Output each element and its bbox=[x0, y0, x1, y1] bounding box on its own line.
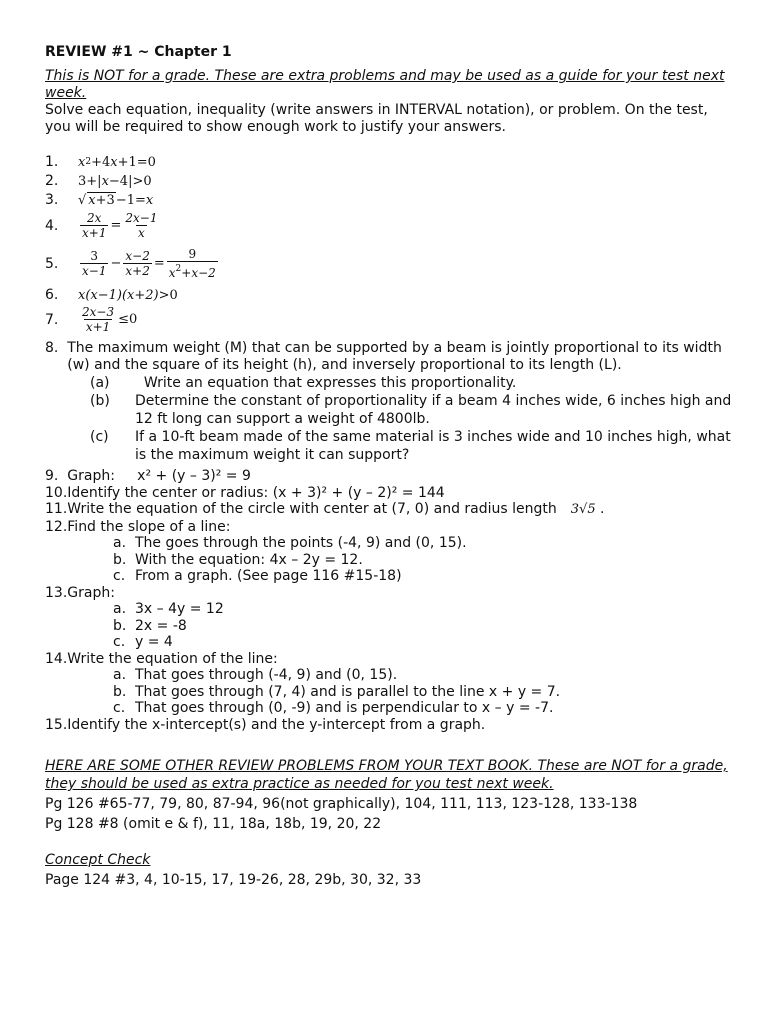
fraction: $\frac{9}{x^2+x-2}$ bbox=[168, 247, 216, 280]
extra-note: HERE ARE SOME OTHER REVIEW PROBLEMS FROM YOUR TEXT BOOK. These are NOT for a grade, they should be used as extra practice as needed for you test next week. bbox=[45, 758, 728, 792]
list-item: a. 3x – 4y = 12 bbox=[113, 601, 224, 617]
problems-9-15 bbox=[45, 468, 735, 733]
problem-2 bbox=[45, 173, 152, 189]
list-item: b. With the equation: 4x – 2y = 12. bbox=[113, 551, 363, 568]
problem-number: 1. bbox=[45, 154, 59, 170]
page-title: REVIEW #1 ~ Chapter 1 bbox=[45, 44, 232, 60]
equation: x 2 +4 x +1=0 bbox=[78, 154, 156, 170]
inequality: 3+ | x −4 | >0 bbox=[78, 173, 152, 189]
inequality: x (x−1) (x+2) >0 bbox=[78, 287, 178, 303]
problem-8 bbox=[45, 340, 735, 464]
problem-number: 7. bbox=[45, 311, 59, 328]
pg128-assignment: Pg 128 #8 (omit e & f), 11, 18a, 18b, 19, 20, 22 bbox=[45, 816, 382, 832]
intro-note: This is NOT for a grade. These are extra problems and may be used as a guide for your test next week. bbox=[45, 68, 725, 101]
concept-check-heading: Concept Check bbox=[45, 852, 151, 868]
worksheet bbox=[45, 44, 735, 136]
problem-number: 2. bbox=[45, 173, 59, 189]
problem-4 bbox=[45, 211, 161, 240]
list-item: b. That goes through (7, 4) and is parallel to the line x + y = 7. bbox=[113, 683, 561, 700]
fraction: $\frac{2x}{x+1}$ bbox=[82, 211, 107, 240]
pg126-assignment: Pg 126 #65-77, 79, 80, 87-94, 96(not graphically), 104, 111, 113, 123-128, 133-138 bbox=[45, 796, 638, 812]
fraction: $\frac{2x-1}{x}$ bbox=[125, 211, 158, 240]
fraction: $\frac{x-2}{x+2}$ bbox=[125, 249, 150, 278]
problem-11: 11.Write the equation of the circle with center at (7, 0) and radius length 3√5 . bbox=[45, 501, 605, 517]
concept-check bbox=[45, 852, 735, 889]
problem-8-text: (w) and the square of its height (h), and inversely proportional to its length (L). bbox=[45, 357, 622, 373]
problem-15: 15.Identify the x-intercept(s) and the y-intercept from a graph. bbox=[45, 716, 486, 733]
radius-value: 3√5 bbox=[570, 502, 596, 517]
problem-13: 13.Graph: a. 3x – 4y = 12 b. 2x = -8 c. y = 4 bbox=[45, 585, 735, 651]
fraction: $\frac{3}{x-1}$ bbox=[82, 249, 107, 278]
list-item: c. That goes through (0, -9) and is perpendicular to x – y = -7. bbox=[113, 700, 554, 716]
inequality: $\frac{2x-3}{x+1}$ ≤0 bbox=[82, 305, 138, 334]
problem-3 bbox=[45, 192, 153, 208]
problem-8c: (c) If a 10-ft beam made of the same material is 3 inches wide and 10 inches high, what is the maximum weight it can support? bbox=[90, 429, 731, 463]
equation: $\frac{3}{x-1}$ − $\frac{x-2}{x+2}$ = $\frac{9}{x^2+x-2}$ bbox=[82, 247, 216, 280]
problem-12: 12.Find the slope of a line: a. The goes through the points (-4, 9) and (0, 15). b. With the equation: 4x – 2y = 12. c. From a graph. (See page 116 #15-18) bbox=[45, 519, 735, 585]
list-item: c. From a graph. (See page 116 #15-18) bbox=[113, 568, 402, 584]
list-item: b. 2x = -8 bbox=[113, 617, 187, 634]
problem-1 bbox=[45, 154, 156, 170]
equation: $\frac{2x}{x+1}$ = $\frac{2x-1}{x}$ bbox=[82, 211, 158, 240]
problem-6 bbox=[45, 287, 178, 303]
problem-9: 9. Graph: x² + (y – 3)² = 9 bbox=[45, 468, 251, 484]
problem-number: 5. bbox=[45, 255, 59, 272]
problem-8b: (b) Determine the constant of proportionality if a beam 4 inches wide, 6 inches high and 12 ft long can support a weight of 4800lb. bbox=[90, 393, 732, 427]
problem-number: 4. bbox=[45, 217, 59, 234]
equation: √ x+3 −1= x bbox=[78, 192, 154, 208]
problem-7 bbox=[45, 305, 137, 334]
instructions: Solve each equation, inequality (write answers in INTERVAL notation), or problem. On the test, you will be required to show enough work to justify your answers. bbox=[45, 102, 708, 135]
list-item: a. The goes through the points (-4, 9) and (0, 15). bbox=[113, 535, 467, 551]
problem-8a: (a) Write an equation that expresses this proportionality. bbox=[90, 375, 517, 391]
problem-5 bbox=[45, 247, 220, 280]
extra-practice bbox=[45, 757, 735, 834]
problem-14: 14.Write the equation of the line: a. That goes through (-4, 9) and (0, 15). b. That goes through (7, 4) and is parallel to the line x + y = 7. c. That goes through (0, -9) and is perpendicular to x – y = -7. bbox=[45, 651, 735, 717]
problem-10: 10.Identify the center or radius: (x + 3)² + (y – 2)² = 144 bbox=[45, 484, 445, 501]
concept-check-assignment: Page 124 #3, 4, 10-15, 17, 19-26, 28, 29b, 30, 32, 33 bbox=[45, 872, 422, 888]
problem-number: 6. bbox=[45, 287, 59, 303]
fraction: $\frac{2x-3}{x+1}$ bbox=[82, 305, 115, 334]
problem-8-text: 8. The maximum weight (M) that can be supported by a beam is jointly proportional to its width bbox=[45, 340, 722, 356]
list-item: a. That goes through (-4, 9) and (0, 15). bbox=[113, 667, 398, 683]
problem-number: 3. bbox=[45, 192, 59, 208]
list-item: c. y = 4 bbox=[113, 634, 173, 650]
